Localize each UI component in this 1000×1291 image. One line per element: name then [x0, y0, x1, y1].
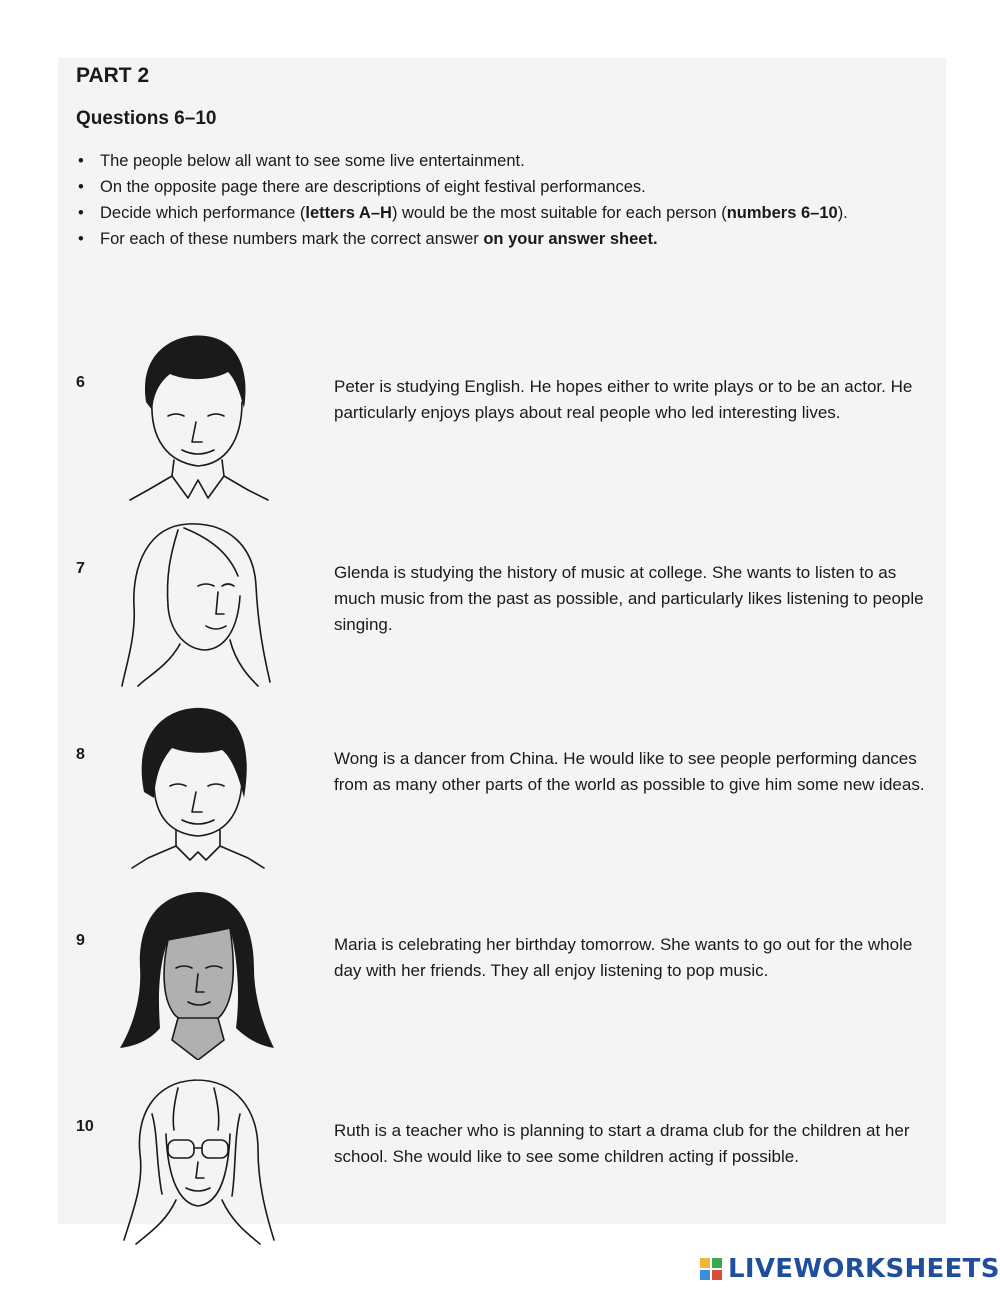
woman-portrait-icon [118, 888, 278, 1060]
liveworksheets-logo-icon [700, 1258, 722, 1280]
woman-portrait-icon [118, 516, 278, 688]
question-number: 6 [76, 374, 85, 391]
person-description: Ruth is a teacher who is planning to start a drama club for the children at her school. She would like to see some children acting if possible. [334, 1121, 910, 1166]
question-number: 7 [76, 560, 85, 577]
liveworksheets-brand [700, 1254, 1000, 1284]
instruction-item: • Decide which performance (letters A–H) would be the most suitable for each person (numbers 6–10). [76, 200, 856, 226]
man-portrait-icon [118, 330, 278, 502]
person-description: Wong is a dancer from China. He would like to see people performing dances from as many other parts of the world as possible to give him some new ideas. [334, 749, 925, 794]
woman-glasses-portrait-icon [118, 1074, 278, 1246]
question-number: 10 [76, 1118, 94, 1135]
questions-title: Questions 6–10 [76, 108, 217, 129]
part-title: PART 2 [76, 64, 150, 87]
instruction-item: • The people below all want to see some live entertainment. [76, 148, 856, 174]
instruction-item: • On the opposite page there are descriptions of eight festival performances. [76, 174, 856, 200]
instructions-list [76, 148, 856, 252]
brand-name: LIVEWORKSHEETS [728, 1254, 1000, 1284]
question-number: 9 [76, 932, 85, 949]
person-description: Peter is studying English. He hopes either to write plays or to be an actor. He particularly enjoys plays about real people who led interesting lives. [334, 377, 913, 422]
person-description: Glenda is studying the history of music at college. She wants to listen to as much music from the past as possible, and particularly likes listening to people singing. [334, 563, 924, 634]
man-portrait-icon [118, 702, 278, 874]
question-number: 8 [76, 746, 85, 763]
instruction-item: • For each of these numbers mark the correct answer on your answer sheet. [76, 226, 856, 252]
person-description: Maria is celebrating her birthday tomorrow. She wants to go out for the whole day with her friends. They all enjoy listening to pop music. [334, 935, 913, 980]
